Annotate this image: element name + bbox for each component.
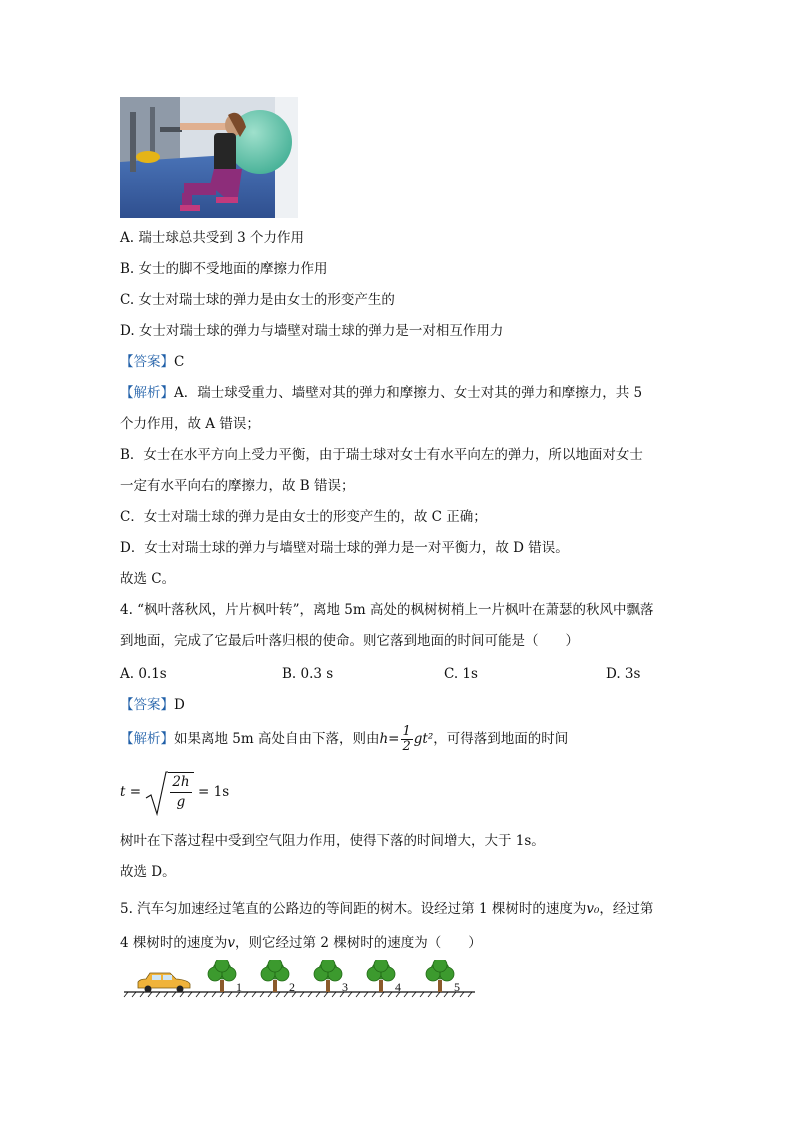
analysis-text: A．瑞士球受重力、墙壁对其的弹力和摩擦力、女士对其的弹力和摩擦力，共 5 bbox=[174, 385, 643, 401]
fraction-denominator: 2 bbox=[402, 739, 411, 754]
q4-stem-line-2: 到地面，完成了它最后叶落归根的使命。则它落到地面的时间可能是（ ） bbox=[120, 633, 579, 649]
q4-option-d: D. 3s bbox=[606, 666, 641, 682]
answer-value: D bbox=[174, 697, 185, 713]
sqrt-sign-icon bbox=[144, 770, 168, 816]
formula-rhs: gt² bbox=[413, 731, 434, 747]
tree-icon bbox=[367, 960, 395, 992]
q5-stem-text: 5. 汽车匀加速经过笔直的公路边的等间距的树木。设经过第 1 棵树时的速度为 bbox=[120, 901, 587, 917]
q4-answer bbox=[120, 695, 185, 715]
fraction-numerator: 1 bbox=[402, 724, 411, 739]
q4-conclusion: 故选 D。 bbox=[120, 864, 176, 880]
q3-answer bbox=[120, 352, 184, 372]
road-diagram bbox=[120, 960, 480, 1000]
q3-analysis-line-2: 个力作用，故 A 错误； bbox=[120, 416, 260, 432]
analysis-text-post: ，可得落到地面的时间 bbox=[433, 731, 569, 747]
q3-analysis-line-4: 一定有水平向右的摩擦力，故 B 错误； bbox=[120, 478, 355, 494]
sqrt-numerator: 2h bbox=[172, 774, 190, 790]
q4-time-formula bbox=[120, 770, 320, 816]
answer-value: C bbox=[174, 354, 185, 370]
q5-stem-text: 4 棵树时的速度为 bbox=[120, 935, 228, 951]
q4-option-c: C. 1s bbox=[444, 666, 478, 682]
q4-stem-line-1: 4. “枫叶落秋风，片片枫叶转”，离地 5m 高处的枫树树梢上一片枫叶在萧瑟的秋风中飘落 bbox=[120, 602, 654, 618]
q4-option-b: B. 0.3 s bbox=[282, 666, 334, 682]
sqrt-denominator: g bbox=[176, 794, 186, 810]
q3-option-d: D. 女士对瑞士球的弹力与墙壁对瑞士球的弹力是一对相互作用力 bbox=[120, 323, 504, 339]
q5-stem-text-b: ，经过第 bbox=[599, 901, 654, 917]
q5-stem-line-2 bbox=[120, 933, 482, 953]
analysis-tag: 【解析】 bbox=[120, 731, 174, 747]
tree-icon bbox=[208, 960, 236, 992]
formula-lhs: h= bbox=[379, 731, 400, 747]
tree-icon bbox=[261, 960, 289, 992]
q3-analysis-line-6: D．女士对瑞士球的弹力与墙壁对瑞士球的弹力是一对平衡力，故 D 错误。 bbox=[120, 540, 569, 556]
analysis-text: 如果离地 5m 高处自由下落，则由 bbox=[174, 731, 380, 747]
answer-tag: 【答案】 bbox=[120, 354, 174, 370]
q4-analysis-line-2: 树叶在下落过程中受到空气阻力作用，使得下落的时间增大，大于 1s。 bbox=[120, 833, 545, 849]
sqrt-fraction-bar bbox=[170, 792, 192, 793]
q4-option-a: A. 0.1s bbox=[120, 666, 167, 682]
tree-icon bbox=[314, 960, 342, 992]
v-symbol: v bbox=[227, 935, 236, 951]
q3-option-a: A. 瑞士球总共受到 3 个力作用 bbox=[120, 230, 305, 246]
q5-stem-text-b: ，则它经过第 2 棵树时的速度为（ ） bbox=[235, 935, 482, 951]
q3-analysis-line-5: C．女士对瑞士球的弹力是由女士的形变产生的，故 C 正确； bbox=[120, 509, 487, 525]
tree-label: 5 bbox=[454, 980, 460, 994]
q3-conclusion: 故选 C。 bbox=[120, 571, 176, 587]
fraction bbox=[401, 725, 413, 754]
tree-label: 4 bbox=[395, 980, 401, 994]
q3-option-c: C. 女士对瑞士球的弹力是由女士的形变产生的 bbox=[120, 292, 395, 308]
tree-icon bbox=[426, 960, 454, 992]
exercise-ball-photo bbox=[120, 97, 298, 218]
q4-analysis-line-1 bbox=[120, 722, 568, 756]
formula-t: t = bbox=[120, 784, 142, 800]
formula-result: = 1s bbox=[198, 784, 230, 800]
tree-label: 2 bbox=[289, 980, 295, 994]
tree-label: 3 bbox=[342, 980, 348, 994]
q5-stem-line-1 bbox=[120, 899, 653, 919]
q3-analysis-line-1 bbox=[120, 383, 642, 403]
answer-tag: 【答案】 bbox=[120, 697, 174, 713]
analysis-tag: 【解析】 bbox=[120, 385, 174, 401]
sqrt-overline bbox=[168, 772, 194, 773]
q3-option-b: B. 女士的脚不受地面的摩擦力作用 bbox=[120, 261, 328, 277]
v0-symbol: v₀ bbox=[586, 901, 600, 917]
q3-analysis-line-3: B．女士在水平方向上受力平衡，由于瑞士球对女士有水平向左的弹力，所以地面对女士 bbox=[120, 447, 643, 463]
tree-label: 1 bbox=[236, 980, 242, 994]
